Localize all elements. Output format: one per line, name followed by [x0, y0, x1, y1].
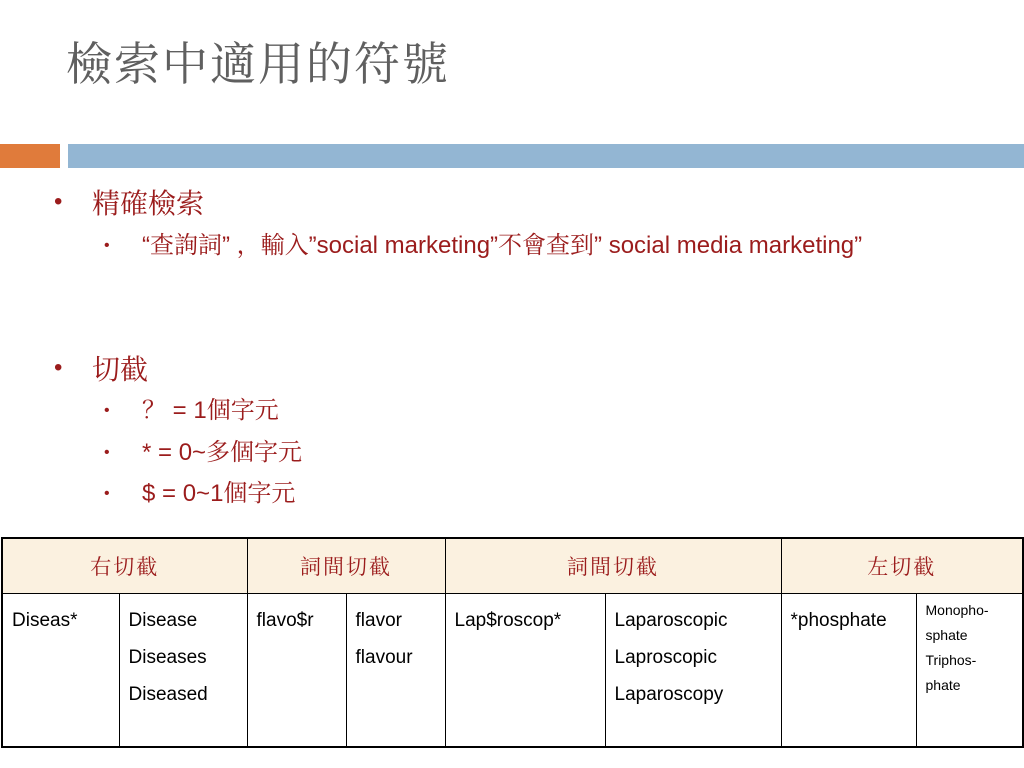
cell-line: flavour	[355, 647, 413, 668]
header-middle-truncation: 詞間切截	[445, 538, 781, 594]
table-header-row	[2, 538, 1023, 594]
truncation-examples-table	[1, 537, 1024, 748]
sub-bullet-question-mark: ？ = 1個字元	[142, 397, 279, 424]
cell-line: flavor	[355, 610, 402, 631]
sub-bullet-asterisk: * = 0~多個字元	[142, 439, 303, 466]
table-cell-results	[346, 594, 445, 748]
table-cell-results	[119, 594, 247, 748]
table-cell-query	[781, 594, 916, 748]
cell-line: Monopho-	[925, 602, 989, 618]
table-cell-query	[247, 594, 346, 748]
cell-line: Diseases	[128, 647, 207, 668]
accent-bar-blue	[68, 144, 1024, 168]
header-left-truncation: 左切截	[781, 538, 1023, 594]
cell-line: flavo$r	[256, 610, 314, 631]
sub-bullet-dot: •	[104, 237, 110, 254]
header-middle-truncation: 詞間切截	[247, 538, 445, 594]
table-cell-query	[2, 594, 119, 748]
table-cell-results	[916, 594, 1023, 748]
cell-line: phate	[925, 677, 961, 693]
cell-line: sphate	[925, 627, 968, 643]
accent-bar-orange	[0, 144, 60, 168]
table-cell-results	[605, 594, 781, 748]
cell-line: Diseas*	[12, 610, 78, 631]
table-cell-query	[445, 594, 605, 748]
sub-bullet-dollar: $ = 0~1個字元	[142, 480, 296, 507]
bullet-dot: •	[54, 188, 63, 215]
bullet-dot: •	[54, 354, 63, 381]
bullet-heading-truncation: 切截	[92, 354, 149, 385]
slide-title: 檢索中適用的符號	[66, 37, 450, 91]
cell-line: Diseased	[128, 684, 208, 705]
table-row	[2, 594, 1023, 748]
sub-bullet-dot: •	[104, 485, 110, 502]
cell-line: Laparoscopic	[614, 610, 728, 631]
cell-line: Laparoscopy	[614, 684, 724, 705]
bullet-heading-exact-search: 精確檢索	[92, 188, 205, 219]
cell-line: Laproscopic	[614, 647, 717, 668]
cell-line: *phosphate	[790, 610, 887, 631]
sub-bullet-dot: •	[104, 444, 110, 461]
cell-line: Triphos-	[925, 652, 977, 668]
cell-line: Lap$roscop*	[454, 610, 562, 631]
sub-bullet-dot: •	[104, 402, 110, 419]
header-right-truncation: 右切截	[2, 538, 247, 594]
cell-line: Disease	[128, 610, 198, 631]
sub-bullet-exact-search-example: “查詢詞” ，輸入”social marketing”不會查到” social media marketing”	[142, 232, 863, 259]
